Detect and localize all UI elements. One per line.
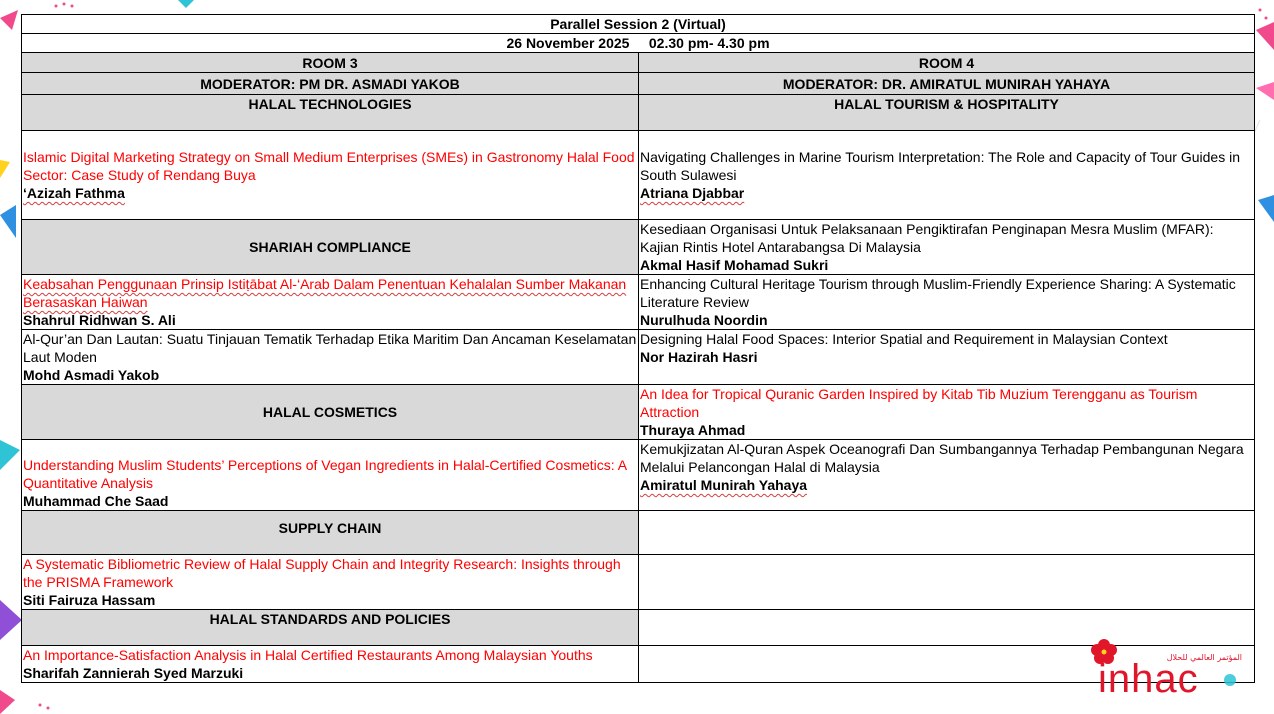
track-halal-standards: HALAL STANDARDS AND POLICIES [22,610,639,646]
track-halal-cosmetics: HALAL COSMETICS [22,385,639,440]
paper-title: Islamic Digital Marketing Strategy on Small Medium Enterprises (SMEs) in Gastronomy Halal Food Sector: Case Study of Rendang Buya [23,149,635,183]
paper-title: An Idea for Tropical Quranic Garden Inspired by Kitab Tib Muzium Terengganu as Tourism Attraction [640,386,1198,420]
session-title: Parallel Session 2 (Virtual) [22,15,1255,34]
paper-author: Nurulhuda Noordin [640,312,768,328]
paper-author: Atriana Djabbar [640,185,745,201]
room3-paper6 [22,646,639,683]
paper-title: Designing Halal Food Spaces: Interior Spatial and Requirement in Malaysian Context [640,331,1168,347]
room4-paper3 [639,275,1255,330]
logo-text: inhac [1098,657,1199,696]
schedule-table [21,14,1255,683]
room3-paper1 [22,131,639,220]
track-halal-technologies: HALAL TECHNOLOGIES [22,95,639,131]
room4-moderator: MODERATOR: DR. AMIRATUL MUNIRAH YAHAYA [639,73,1255,95]
paper-title: A Systematic Bibliometric Review of Halal Supply Chain and Integrity Research: Insights through the PRISMA Framework [23,556,621,590]
track-supply-chain: SUPPLY CHAIN [22,511,639,555]
paper-title: Keabsahan Penggunaan Prinsip Istiṭābat Al-‘Arab Dalam Penentuan Kehalalan Sumber Makanan Berasaskan Haiwan [23,276,627,310]
paper-title: Kemukjizatan Al-Quran Aspek Oceanografi Dan Sumbangannya Terhadap Pembangunan Negara Melalui Pelancongan Halal di Malaysia [640,441,1244,475]
paper-author: ‘Azizah Fathma [23,185,125,201]
room3-moderator: MODERATOR: PM DR. ASMADI YAKOB [22,73,639,95]
paper-author: Nor Hazirah Hasri [640,349,758,365]
room4-paper4 [639,330,1255,385]
room3-header: ROOM 3 [22,53,639,73]
paper-author: Mohd Asmadi Yakob [23,367,160,383]
room3-paper5 [22,555,639,610]
paper-author: Siti Fairuza Hassam [23,592,156,608]
paper-author: Shahrul Ridhwan S. Ali [23,312,176,328]
inhac-logo [1088,636,1244,696]
paper-title: Kesediaan Organisasi Untuk Pelaksanaan Pengiktirafan Penginapan Mesra Muslim (MFAR): Kajian Rintis Hotel Antarabangsa Di Malaysia [640,221,1214,255]
paper-title: Navigating Challenges in Marine Tourism Interpretation: The Role and Capacity of Tour Guides in South Sulawesi [640,149,1240,183]
paper-title: Understanding Muslim Students’ Perceptions of Vegan Ingredients in Halal-Certified Cosmetics: A Quantitative Analysis [23,457,627,491]
paper-author: Thuraya Ahmad [640,422,746,438]
track-halal-tourism: HALAL TOURISM & HOSPITALITY [639,95,1255,131]
room4-paper1 [639,131,1255,220]
globe-icon [1224,674,1236,686]
session-datetime: 26 November 2025 02.30 pm- 4.30 pm [22,34,1255,53]
logo-arabic: المؤتمر العالمي للحلال [1166,653,1242,662]
room4-paper6 [639,440,1255,511]
room4-empty1 [639,511,1255,555]
paper-title: Enhancing Cultural Heritage Tourism through Muslim-Friendly Experience Sharing: A Systematic Literature Review [640,276,1236,310]
paper-title: Al-Qur’an Dan Lautan: Suatu Tinjauan Tematik Terhadap Etika Maritim Dan Ancaman Keselamatan Laut Moden [23,331,637,365]
room3-paper3 [22,330,639,385]
paper-author: Muhammad Che Saad [23,493,169,509]
paper-title: An Importance-Satisfaction Analysis in Halal Certified Restaurants Among Malaysian Youths [23,647,593,663]
paper-author: Amiratul Munirah Yahaya [640,477,808,493]
room3-paper2 [22,275,639,330]
room4-empty2 [639,555,1255,610]
room4-header: ROOM 4 [639,53,1255,73]
paper-author: Sharifah Zannierah Syed Marzuki [23,665,244,681]
room4-paper5 [639,385,1255,440]
room3-paper4 [22,440,639,511]
room4-paper2 [639,220,1255,275]
paper-author: Akmal Hasif Mohamad Sukri [640,257,829,273]
track-shariah-compliance: SHARIAH COMPLIANCE [22,220,639,275]
